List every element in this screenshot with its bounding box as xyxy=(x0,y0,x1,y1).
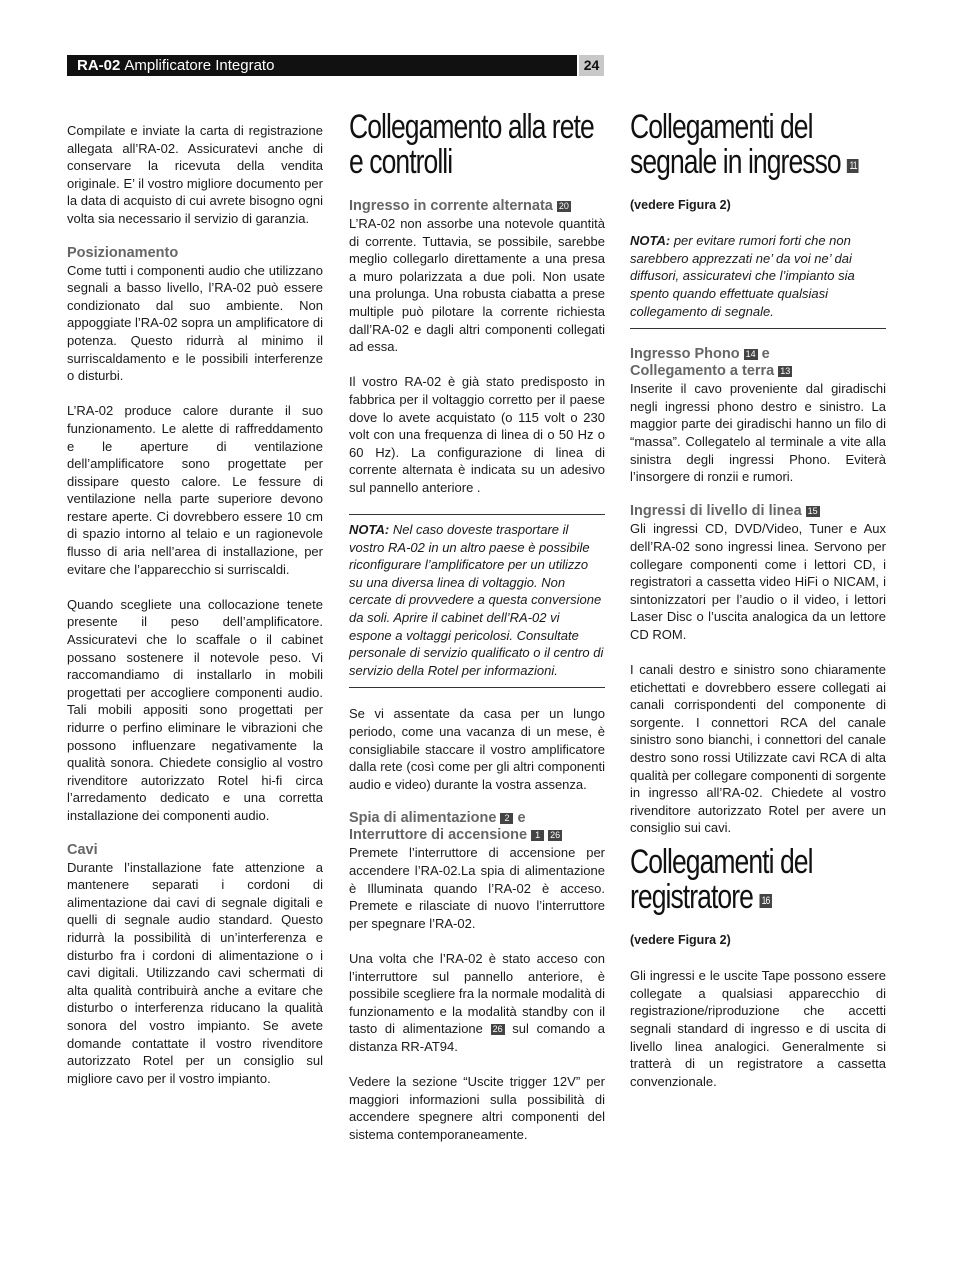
section-heading-segnale: Collegamenti del segnale in ingresso 11 xyxy=(630,110,887,180)
page-number: 24 xyxy=(579,55,604,76)
product-name: Amplificatore Integrato xyxy=(124,57,275,74)
paragraph: L’RA-02 produce calore durante il suo funzionamento. Le alette di raffreddamento e le aperture di ventilazione dell’amplificatore sono progettate per dissipare questo calore. Le fessure di ventilazione nella parte superiore devono restare aperte. Ci dovrebbero essere 10 cm di spazio intorno al telaio e un ragionevole flusso di aria nell’area di installazione, per evitare che l’apparecchio si surriscaldi. xyxy=(67,403,323,577)
ref-badge: 1 xyxy=(531,830,544,841)
note-text: Nel caso doveste trasportare il vostro RA-02 in un altro paese è possibile riconfigurare l’amplificatore per un utilizzo su una diversa linea di voltaggio. Non cercate di provvedere a questa conversione da soli. Aprire il cabinet dell’RA-02 vi espone a voltaggi pericolosi. Consultate personale di servizio qualificato o il centro di servizio della Rotel per informazioni. xyxy=(349,522,604,678)
note-label: NOTA: xyxy=(349,522,390,538)
paragraph: Una volta che l’RA-02 è stato acceso con l’interruttore sul pannello anteriore, è possibile scegliere fra la normale modalità di funzionamento e la modalità standby con il tasto di alimentazione 26 sul comando a distanza RR-AT94. xyxy=(349,950,605,1054)
column-3 xyxy=(630,110,886,1108)
column-2 xyxy=(349,110,605,1161)
ref-badge: 13 xyxy=(780,366,791,377)
section-heading-rete: Collegamento alla rete e controlli xyxy=(349,108,594,181)
section-title-linea: Ingressi di livello di linea 15 xyxy=(630,503,818,520)
paragraph: Gli ingressi CD, DVD/Video, Tuner e Aux dell’RA-02 sono ingressi linea. Servono per collegare componenti come i lettori CD, i registratori a cassetta video HiFi o NICAM, i sintonizzatori per l’audio o il video, i lettori Laser Disc o l’uscita analogica da un lettore CD ROM. xyxy=(630,521,886,642)
section-title-cavi: Cavi xyxy=(67,841,98,858)
column-1 xyxy=(67,122,323,1105)
note-box xyxy=(349,514,605,688)
paragraph: L’RA-02 non assorbe una notevole quantità di corrente. Tuttavia, se possibile, sarebbe meglio collegarlo direttamente a una presa a muro polarizzata a due poli. Non usate una prolunga. Una robusta ciabatta a prese multiple può pilotare la corrente richiesta dall’RA-02 e dagli altri componenti collegati ad essa. xyxy=(349,216,605,355)
ref-badge: 11 xyxy=(847,159,859,173)
ref-badge: 2 xyxy=(500,813,513,824)
ref-badge: 20 xyxy=(558,201,569,211)
paragraph: Come tutti i componenti audio che utilizzano segnali a basso livello, l’RA-02 può essere condizionato dal suo ambiente. Non appoggiate l’RA-02 sopra un amplificatore di potenza. Questo ridurrà al minimo il surriscaldamento e le possibili interferenze o disturbi. xyxy=(67,262,323,384)
ref-badge: 26 xyxy=(492,1024,503,1035)
paragraph: Premete l’interruttore di accensione per accendere l’RA-02.La spia di alimentazione è Illuminata quando l’RA-02 è acceso. Premete e rilasciate di nuovo l’interruttore per spegnare l’RA-02. xyxy=(349,845,605,931)
ref-badge: 15 xyxy=(807,506,818,517)
ref-badge: 14 xyxy=(745,349,756,360)
paragraph: Durante l’installazione fate attenzione a mantenere separati i cordoni di alimentazione dai cavi di segnale digitali e quelli di segnale audio standard. Questo ridurrà la possibilità di un’interferenza e disturbo fra i cordoni di alimentazione o i cavi digitali. Utilizzando cavi schermati di alta qualità contribuirà anche a evitare che disturbo o interferenza riducano la qualità sonora del vostro impianto. Se avete domande contattate il vostro rivenditore autorizzato Rotel per un consiglio sul migliore cavo per il vostro impianto. xyxy=(67,859,323,1086)
intro-paragraph: Compilate e inviate la carta di registrazione allegata all’RA-02. Assicuratevi anche di conservare la ricevuta della vendita originale. E’ il vostro migliore documento per la data di acquisto di cui avrete bisogno ogni volta sia necessario il servizio di garanzia. xyxy=(67,123,323,226)
paragraph: Inserite il cavo proveniente dal giradischi negli ingressi phono destro e sinistro. La maggior parte dei giradischi hanno un filo di “massa”. Collegatelo al terminale a vite alla sinistra degli ingressi Phono. Eviterà l’insorgere di ronzii e rumori. xyxy=(630,381,886,485)
section-heading-registratore: Collegamenti del registratore 16 xyxy=(630,843,813,916)
figure-reference: (vedere Figura 2) xyxy=(630,198,731,212)
paragraph: Il vostro RA-02 è già stato predisposto in fabbrica per il voltaggio corretto per il paese dove lo avete acquistato (o 115 volt o 230 volt con una frequenza di linea di o 50 Hz o 60 Hz). La configurazione di linea di corrente alternata è indicata su un adesivo sul pannello anteriore . xyxy=(349,374,605,495)
page-header xyxy=(67,55,577,76)
section-title-phono: Ingresso Phono 14 e Collegamento a terra 13 xyxy=(630,346,791,380)
paragraph: I canali destro e sinistro sono chiaramente etichettati e dovrebbero essere collegati ai canali corrispondenti del componente di sorgente. I connettori RCA del canale sinistro sono bianchi, i connettori del canale destro sono rossi Utilizzate cavi RCA di alta qualità per collegare componenti di sorgente in ingresso all’RA-02. Chiedete al vostro rivenditore autorizzato Rotel per avere un consiglio sui cavi. xyxy=(630,662,886,836)
paragraph: Vedere la sezione “Uscite trigger 12V” per maggiori informazioni sulla possibilità di accendere spegnere altri componenti del sistema contemporaneamente. xyxy=(349,1074,605,1142)
section-title-posizionamento: Posizionamento xyxy=(67,244,179,261)
note-box xyxy=(630,232,886,329)
section-title-spia: Spia di alimentazione 2 e Interruttore di accensione 1 26 xyxy=(349,810,561,844)
paragraph: Quando scegliete una collocazione tenete presente il peso dell’amplificatore. Assicuratevi che lo scaffale o il cabinet possano sostenere il notevole peso. Vi raccomandiamo di installarlo in mobili progettati per accogliere componenti audio. Tali mobili appositi sono progettati per ridurre o perfino eliminare le vibrazioni che possono influenzare negativamente la qualità sonora. Chiedete consiglio al vostro rivenditore autorizzato Rotel hi-fi circa l’arredamento dedicato e una corretta installazione dei componenti audio. xyxy=(67,596,323,823)
figure-reference: (vedere Figura 2) xyxy=(630,933,731,947)
ref-badge: 16 xyxy=(759,894,771,908)
model-name: RA-02 xyxy=(77,57,121,74)
section-title-ingresso: Ingresso in corrente alternata 20 xyxy=(349,198,569,214)
note-label: NOTA: xyxy=(630,233,671,249)
paragraph: Gli ingressi e le uscite Tape possono essere collegate a qualsiasi apparecchio di registrazione/riproduzione che accetti segnali standard di ingresso e di uscita di livello linea analogici. Generalmente si tratterà di un registratore a cassetta convenzionale. xyxy=(630,968,886,1089)
ref-badge: 26 xyxy=(550,830,561,841)
paragraph: Se vi assentate da casa per un lungo periodo, come una vacanza di un mese, è consigliabile staccare il vostro amplificatore dalla rete (così come per gli altri componenti audio e video) durante la vostra assenza. xyxy=(349,706,605,792)
note-text: per evitare rumori forti che non sarebbero apprezzati ne’ da voi ne’ dai diffusori, assicuratevi che l’impianto sia spento quando effettuate qualsiasi collegamento di segnale. xyxy=(630,233,855,319)
